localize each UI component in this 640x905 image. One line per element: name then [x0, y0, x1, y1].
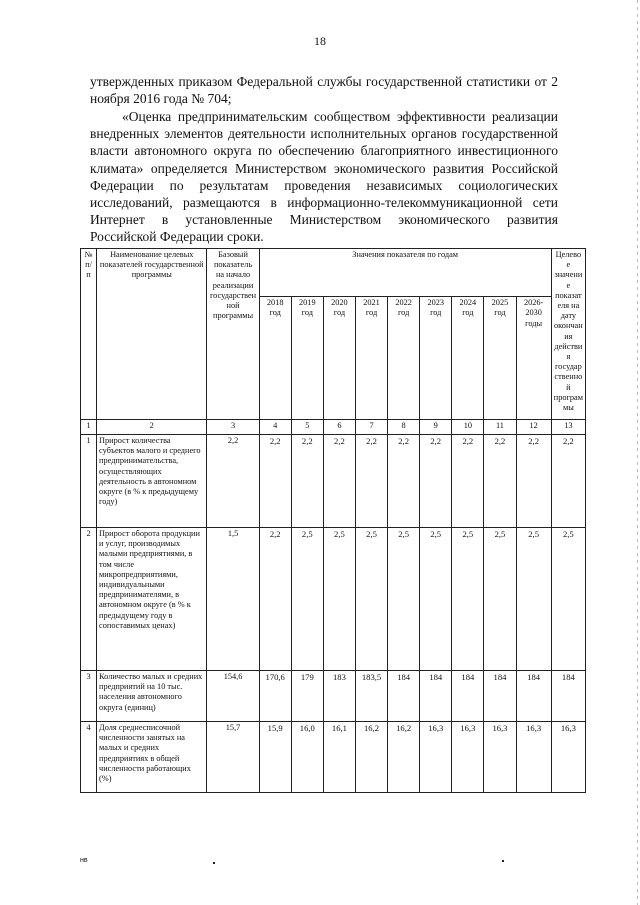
row-year-value: 2,2 — [452, 435, 484, 528]
column-number: 8 — [388, 420, 420, 435]
column-number: 9 — [420, 420, 452, 435]
row-year-value: 15,9 — [259, 722, 291, 793]
row-year-value: 2,2 — [259, 528, 291, 671]
row-year-value: 16,0 — [291, 722, 323, 793]
row-year-value: 184 — [388, 671, 420, 722]
row-year-value: 16,2 — [355, 722, 387, 793]
table-row — [81, 435, 586, 528]
row-year-value: 183,5 — [355, 671, 387, 722]
row-num: 4 — [81, 722, 97, 793]
row-year-value: 16,3 — [452, 722, 484, 793]
row-year-value: 2,5 — [420, 528, 452, 671]
row-indicator-name: Прирост количества субъектов малого и среднего предпринимательства, осуществляющих деятельность в автономном округе (в % к предыдущему году) — [97, 435, 207, 528]
row-year-value: 2,5 — [516, 528, 551, 671]
table-header-row — [81, 249, 586, 297]
row-year-value: 2,5 — [484, 528, 516, 671]
row-year-value: 2,5 — [291, 528, 323, 671]
row-year-value: 2,2 — [516, 435, 551, 528]
row-year-value: 2,5 — [355, 528, 387, 671]
header-name: Наименование целевых показателей государственной программы — [97, 249, 207, 420]
table-row — [81, 671, 586, 722]
row-year-value: 184 — [516, 671, 551, 722]
column-number: 7 — [355, 420, 387, 435]
table-row — [81, 722, 586, 793]
row-base-value: 154,6 — [207, 671, 259, 722]
row-indicator-name: Доля среднесписочной численности занятых на малых и средних предприятиях в общей численности работающих (%) — [97, 722, 207, 793]
row-base-value: 1,5 — [207, 528, 259, 671]
row-target-value: 16,3 — [551, 722, 585, 793]
body-paragraph: утвержденных приказом Федеральной службы государственной статистики от 2 ноября 2016 года № 704; — [90, 74, 558, 107]
body-paragraph: «Оценка предпринимательским сообществом эффективности реализации внедренных элементов деятельности исполнительных органов государственной власти автономного округа по обеспечению благоприятного инвестиционного климата» определяется Министерством экономического развития Российской Федерации по результатам проведения независимых социологических исследований, размещаются в информационно-телекоммуникационной сети Интернет в установленные Министерством экономического развития Российской Федерации сроки. — [90, 109, 558, 245]
header-year: 2024 год — [452, 297, 484, 420]
row-indicator-name: Прирост оборота продукции и услуг, производимых малыми предприятиями, в том числе микропредприятиями, индивидуальными предпринимателями, в автономном округе (в % к предыдущему году в сопоставимых ценах) — [97, 528, 207, 671]
column-number: 4 — [259, 420, 291, 435]
column-number: 13 — [551, 420, 585, 435]
row-year-value: 16,1 — [323, 722, 355, 793]
row-year-value: 184 — [484, 671, 516, 722]
row-num: 2 — [81, 528, 97, 671]
header-year: 2025 год — [484, 297, 516, 420]
row-num: 3 — [81, 671, 97, 722]
row-year-value: 183 — [323, 671, 355, 722]
header-year: 2022 год — [388, 297, 420, 420]
header-values-group: Значения показателя по годам — [259, 249, 551, 297]
row-num: 1 — [81, 435, 97, 528]
table-row — [81, 528, 586, 671]
row-year-value: 184 — [420, 671, 452, 722]
column-number: 11 — [484, 420, 516, 435]
row-year-value: 2,2 — [355, 435, 387, 528]
header-year: 2020 год — [323, 297, 355, 420]
row-base-value: 15,7 — [207, 722, 259, 793]
scan-edge-line — [637, 0, 638, 905]
row-year-value: 2,2 — [259, 435, 291, 528]
row-year-value: 16,3 — [516, 722, 551, 793]
header-year: 2023 год — [420, 297, 452, 420]
column-number: 3 — [207, 420, 259, 435]
header-year: 2021 год — [355, 297, 387, 420]
indicators-table — [80, 248, 586, 793]
row-target-value: 184 — [551, 671, 585, 722]
scan-speck — [213, 862, 215, 864]
row-year-value: 170,6 — [259, 671, 291, 722]
row-year-value: 2,2 — [388, 435, 420, 528]
row-year-value: 2,5 — [388, 528, 420, 671]
row-year-value: 2,2 — [291, 435, 323, 528]
row-year-value: 184 — [452, 671, 484, 722]
header-target: Целевое значение показателя на дату окончания действия государственной программы — [551, 249, 585, 420]
row-year-value: 2,2 — [323, 435, 355, 528]
row-year-value: 2,5 — [323, 528, 355, 671]
column-number: 6 — [323, 420, 355, 435]
row-year-value: 179 — [291, 671, 323, 722]
header-base: Базовый показатель на начало реализации государственной программы — [207, 249, 259, 420]
row-base-value: 2,2 — [207, 435, 259, 528]
row-year-value: 2,5 — [452, 528, 484, 671]
row-target-value: 2,5 — [551, 528, 585, 671]
scan-speck — [502, 860, 504, 862]
row-target-value: 2,2 — [551, 435, 585, 528]
header-year: 2026-2030 годы — [516, 297, 551, 420]
page-number: 18 — [314, 34, 326, 48]
row-indicator-name: Количество малых и средних предприятий на 10 тыс. населения автономного округа (единиц) — [97, 671, 207, 722]
row-year-value: 16,3 — [484, 722, 516, 793]
column-number: 1 — [81, 420, 97, 435]
row-year-value: 2,2 — [420, 435, 452, 528]
column-number-row — [81, 420, 586, 435]
row-year-value: 16,3 — [420, 722, 452, 793]
row-year-value: 16,2 — [388, 722, 420, 793]
column-number: 2 — [97, 420, 207, 435]
row-year-value: 2,2 — [484, 435, 516, 528]
column-number: 12 — [516, 420, 551, 435]
header-num: № п/п — [81, 249, 97, 420]
column-number: 10 — [452, 420, 484, 435]
header-year: 2018 год — [259, 297, 291, 420]
footer-mark: нв — [80, 857, 88, 864]
header-year: 2019 год — [291, 297, 323, 420]
column-number: 5 — [291, 420, 323, 435]
